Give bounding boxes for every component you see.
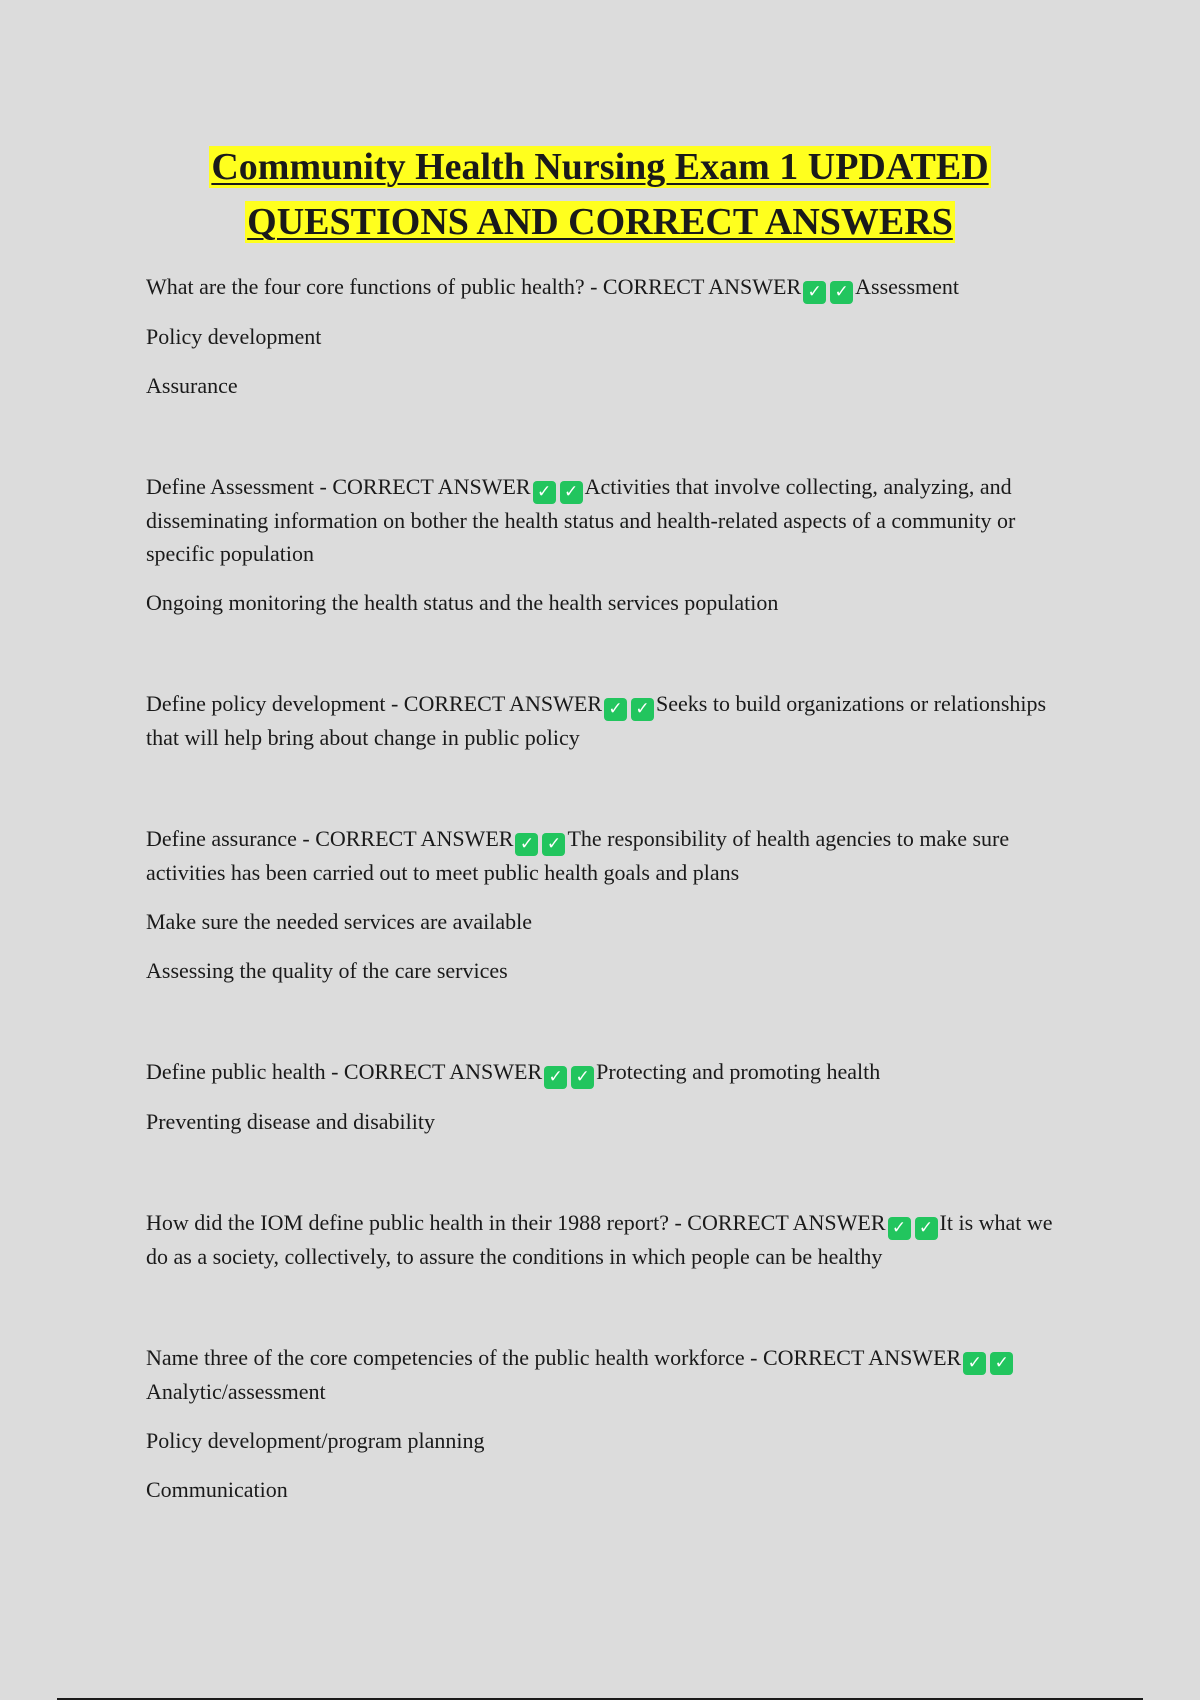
answer-detail-line: Ongoing monitoring the health status and the health services population — [146, 590, 779, 615]
answer-detail-line: Assurance — [146, 373, 238, 398]
qa-question-line — [146, 1206, 1056, 1273]
qa-question-line — [146, 1341, 1056, 1408]
answer-detail-line: Preventing disease and disability — [146, 1109, 435, 1134]
answer-text: It is what we do as a society, collectively, to assure the conditions in which people can be healthy — [146, 1210, 1053, 1269]
qa-item — [146, 687, 1056, 754]
question-text: Define policy development — [146, 691, 386, 716]
check-mark-icon: ✓ — [631, 698, 654, 721]
check-mark-icon: ✓ — [560, 481, 583, 504]
qa-question-line — [146, 1055, 1056, 1089]
question-text: What are the four core functions of public health? — [146, 274, 585, 299]
check-mark-icon: ✓ — [888, 1217, 911, 1240]
qa-question-line — [146, 470, 1056, 570]
qa-item — [146, 822, 1056, 987]
check-mark-icon: ✓ — [542, 833, 565, 856]
qa-item — [146, 470, 1056, 619]
answer-text: Analytic/assessment — [146, 1379, 326, 1404]
answer-text: Seeks to build organizations or relationships that will help bring about change in public policy — [146, 691, 1047, 750]
answer-detail-line: Assessing the quality of the care services — [146, 958, 508, 983]
qa-question-line — [146, 822, 1056, 889]
check-mark-icon: ✓ — [544, 1066, 567, 1089]
qa-item — [146, 1055, 1056, 1138]
correct-answer-label: - CORRECT ANSWER — [302, 826, 514, 851]
check-mark-icon: ✓ — [604, 698, 627, 721]
question-text: Define public health — [146, 1059, 326, 1084]
check-mark-icon: ✓ — [571, 1066, 594, 1089]
question-text: Name three of the core competencies of the public health workforce — [146, 1345, 745, 1370]
answer-detail-line: Make sure the needed services are available — [146, 909, 533, 934]
check-mark-icon: ✓ — [990, 1352, 1013, 1375]
question-text: Define assurance — [146, 826, 297, 851]
check-mark-icon: ✓ — [915, 1217, 938, 1240]
answer-detail-line: Communication — [146, 1477, 288, 1502]
correct-answer-label: - CORRECT ANSWER — [319, 474, 531, 499]
qa-item — [146, 1341, 1056, 1506]
correct-answer-label: - CORRECT ANSWER — [390, 691, 603, 716]
check-mark-icon: ✓ — [803, 281, 826, 304]
answer-text: Activities that involve collecting, analyzing, and disseminating information on bother the health status and health-related aspects of a community or specific population — [146, 474, 1016, 566]
correct-answer-label: - CORRECT ANSWER — [331, 1059, 543, 1084]
title-line-1: Community Health Nursing Exam 1 UPDATED — [211, 146, 989, 188]
question-text: Define Assessment — [146, 474, 315, 499]
check-mark-icon: ✓ — [533, 481, 556, 504]
check-mark-icon: ✓ — [515, 833, 538, 856]
qa-item — [146, 1206, 1056, 1273]
title-line-2: QUESTIONS AND CORRECT ANSWERS — [247, 201, 953, 243]
question-text: How did the IOM define public health in their 1988 report? — [146, 1210, 669, 1235]
answer-text: Assessment — [855, 274, 960, 299]
qa-question-line — [146, 270, 1056, 304]
answer-detail-line: Policy development — [146, 324, 322, 349]
correct-answer-label: - CORRECT ANSWER — [750, 1345, 962, 1370]
correct-answer-label: - CORRECT ANSWER — [590, 274, 802, 299]
qa-list — [146, 270, 1056, 1574]
document-title — [100, 140, 1100, 250]
check-mark-icon: ✓ — [830, 281, 853, 304]
answer-detail-line: Policy development/program planning — [146, 1428, 485, 1453]
answer-text: Protecting and promoting health — [596, 1059, 881, 1084]
qa-question-line — [146, 687, 1056, 754]
correct-answer-label: - CORRECT ANSWER — [674, 1210, 886, 1235]
answer-text: The responsibility of health agencies to make sure activities has been carried out to meet public health goals and plans — [146, 826, 1010, 885]
qa-item — [146, 270, 1056, 402]
check-mark-icon: ✓ — [963, 1352, 986, 1375]
